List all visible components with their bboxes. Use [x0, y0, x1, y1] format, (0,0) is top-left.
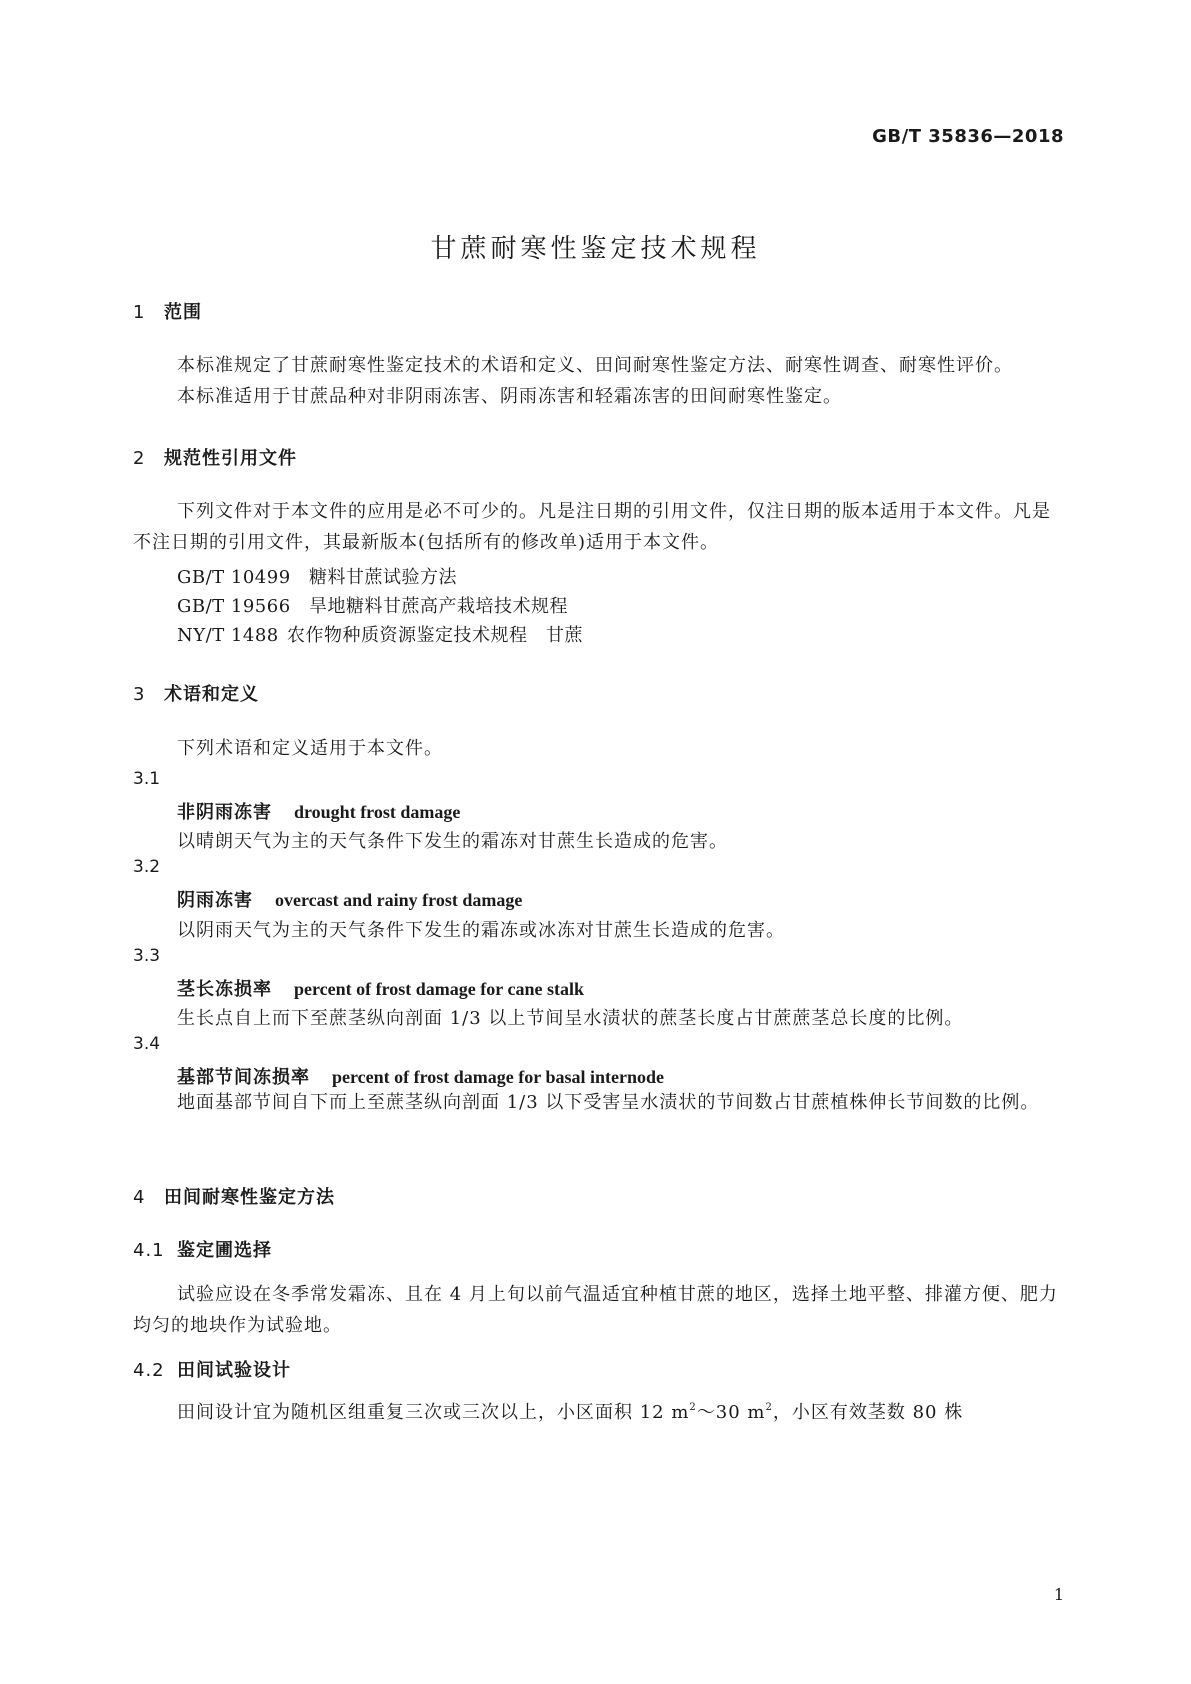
reference-item — [177, 592, 568, 618]
reference-code: GB/T 10499 — [177, 567, 291, 588]
text-run: ，小区有效茎数 80 株 — [772, 1402, 964, 1423]
text-run: ～30 m — [696, 1402, 766, 1423]
reference-code: NY/T 1488 — [177, 625, 279, 646]
term-number: 3.1 — [133, 769, 161, 789]
term-definition: 以阴雨天气为主的天气条件下发生的霜冻或冰冻对甘蔗生长造成的危害。 — [177, 920, 785, 941]
term-number: 3.3 — [133, 946, 161, 966]
section-title: 规范性引用文件 — [164, 448, 297, 469]
section-number: 1 — [133, 302, 146, 323]
term-name-en: overcast and rainy frost damage — [275, 890, 523, 910]
term-name-zh: 阴雨冻害 — [177, 890, 253, 911]
section-1-heading — [133, 298, 202, 324]
section-title: 田间耐寒性鉴定方法 — [164, 1187, 335, 1208]
reference-title: 旱地糖料甘蔗高产栽培技术规程 — [309, 596, 568, 617]
term-definition: 以晴朗天气为主的天气条件下发生的霜冻对甘蔗生长造成的危害。 — [177, 831, 728, 852]
superscript: 2 — [765, 1402, 773, 1413]
section-number: 3 — [133, 684, 146, 705]
section-title: 范围 — [164, 302, 202, 323]
standard-number: GB/T 35836—2018 — [872, 126, 1064, 147]
reference-title: 糖料甘蔗试验方法 — [309, 567, 457, 588]
term-name — [177, 886, 522, 912]
term-name — [177, 1063, 664, 1089]
section-2-intro: 下列文件对于本文件的应用是必不可少的。凡是注日期的引用文件，仅注日期的版本适用于本文件。凡是不注日期的引用文件，其最新版本(包括所有的修改单)适用于本文件。 — [133, 501, 1051, 553]
reference-code: GB/T 19566 — [177, 596, 291, 617]
term-name — [177, 975, 584, 1001]
term-number: 3.2 — [133, 857, 161, 877]
section-2-heading — [133, 444, 297, 470]
superscript: 2 — [689, 1402, 697, 1413]
subsection-number: 4.2 — [133, 1360, 165, 1381]
section-3-heading — [133, 680, 259, 706]
reference-title: 农作物种质资源鉴定技术规程 甘蔗 — [287, 625, 583, 646]
text-run: 田间设计宜为随机区组重复三次或三次以上，小区面积 12 m — [177, 1402, 690, 1423]
term-name-zh: 茎长冻损率 — [177, 979, 272, 1000]
subsection-title: 鉴定圃选择 — [177, 1240, 272, 1261]
section-4-heading — [133, 1183, 335, 1209]
term-name-en: drought frost damage — [294, 802, 461, 822]
subsection-4-1-text: 试验应设在冬季常发霜冻、且在 4 月上旬以前气温适宜种植甘蔗的地区，选择土地平整、排灌方便、肥力均匀的地块作为试验地。 — [133, 1284, 1058, 1336]
term-definition: 地面基部节间自下而上至蔗茎纵向剖面 1/3 以下受害呈水渍状的节间数占甘蔗植株伸长节间数的比例。 — [177, 1092, 1040, 1113]
section-number: 4 — [133, 1187, 146, 1208]
term-name-en: percent of frost damage for basal internode — [332, 1067, 664, 1087]
document-title: 甘蔗耐寒性鉴定技术规程 — [430, 234, 761, 264]
term-number: 3.4 — [133, 1034, 161, 1054]
reference-item — [177, 621, 583, 647]
subsection-number: 4.1 — [133, 1240, 165, 1261]
page-number: 1 — [1053, 1585, 1064, 1604]
term-name-zh: 非阴雨冻害 — [177, 802, 272, 823]
section-1-para-2: 本标准适用于甘蔗品种对非阴雨冻害、阴雨冻害和轻霜冻害的田间耐寒性鉴定。 — [177, 386, 842, 407]
term-name-en: percent of frost damage for cane stalk — [294, 979, 584, 999]
section-title: 术语和定义 — [164, 684, 259, 705]
term-definition: 生长点自上而下至蔗茎纵向剖面 1/3 以上节间呈水渍状的蔗茎长度占甘蔗蔗茎总长度的比例。 — [177, 1008, 964, 1029]
term-name — [177, 798, 460, 824]
subsection-4-2-heading — [133, 1356, 291, 1382]
subsection-4-1-heading — [133, 1236, 272, 1262]
section-1-para-1: 本标准规定了甘蔗耐寒性鉴定技术的术语和定义、田间耐寒性鉴定方法、耐寒性调查、耐寒性评价。 — [177, 355, 1013, 376]
reference-item — [177, 563, 457, 589]
section-number: 2 — [133, 448, 146, 469]
subsection-4-2-text — [133, 1397, 1059, 1428]
section-3-intro: 下列术语和定义适用于本文件。 — [177, 738, 443, 759]
subsection-title: 田间试验设计 — [177, 1360, 291, 1381]
term-name-zh: 基部节间冻损率 — [177, 1067, 310, 1088]
